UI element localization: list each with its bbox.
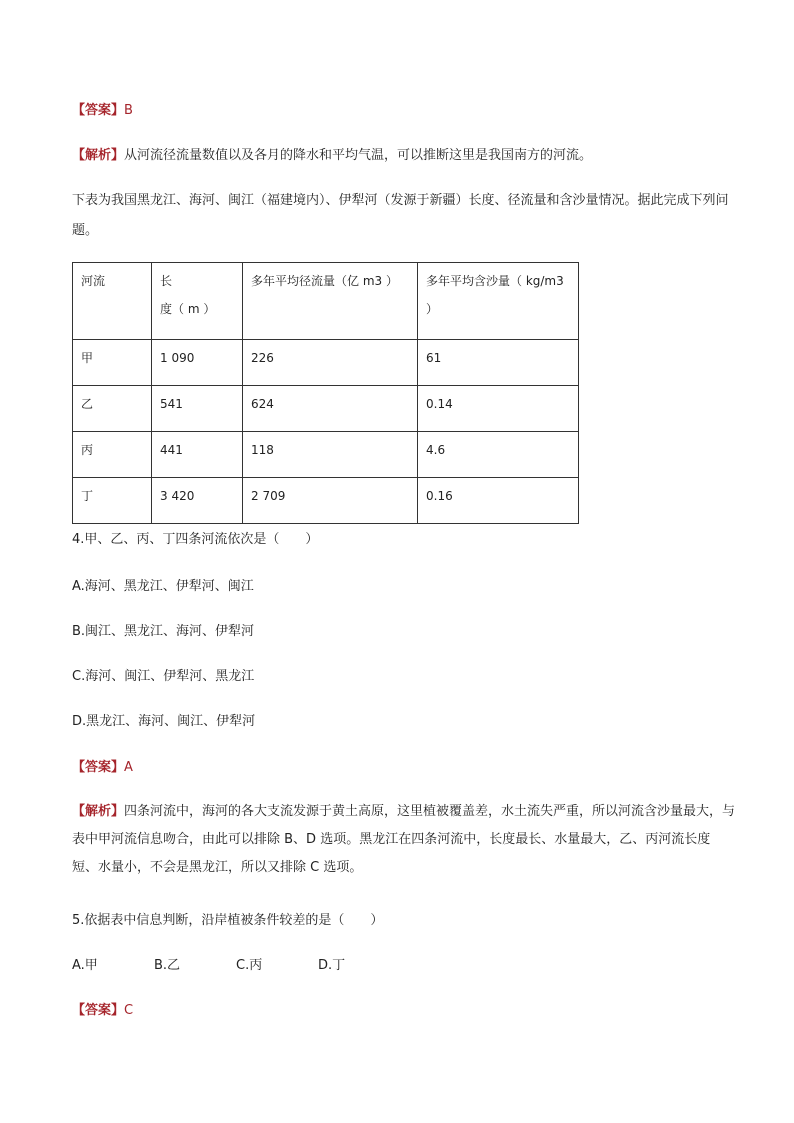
table-row bbox=[73, 478, 579, 524]
q3-answer-line bbox=[72, 101, 133, 121]
cell-length: 1 090 bbox=[152, 340, 243, 386]
q4-option-c: C.海河、闽江、伊犁河、黑龙江 bbox=[72, 669, 255, 684]
header-river: 河流 bbox=[73, 263, 152, 340]
cell-sediment: 61 bbox=[418, 340, 579, 386]
q3-analysis-line bbox=[72, 146, 592, 166]
q5-option-b: B.乙 bbox=[154, 958, 181, 973]
cell-river: 丙 bbox=[73, 432, 152, 478]
analysis-tag: 【解析】 bbox=[72, 804, 125, 819]
cell-runoff: 226 bbox=[243, 340, 418, 386]
q3-analysis: 从河流径流量数值以及各月的降水和平均气温，可以推断这里是我国南方的河流。 bbox=[124, 148, 593, 163]
cell-runoff: 118 bbox=[243, 432, 418, 478]
cell-sediment: 0.14 bbox=[418, 386, 579, 432]
cell-river: 乙 bbox=[73, 386, 152, 432]
q5-options bbox=[72, 956, 400, 976]
answer-tag: 【答案】 bbox=[72, 1003, 125, 1018]
river-table bbox=[72, 262, 579, 524]
cell-sediment: 0.16 bbox=[418, 478, 579, 524]
cell-length: 541 bbox=[152, 386, 243, 432]
analysis-tag: 【解析】 bbox=[72, 148, 125, 163]
table-intro: 下表为我国黑龙江、海河、闽江（福建境内）、伊犁河（发源于新疆）长度、径流量和含沙量情况。据此完成下列问题。 bbox=[72, 193, 729, 238]
q5-option-d: D.丁 bbox=[318, 958, 346, 973]
cell-sediment: 4.6 bbox=[418, 432, 579, 478]
q5-option-c: C.丙 bbox=[236, 958, 263, 973]
cell-runoff: 624 bbox=[243, 386, 418, 432]
q3-answer: B bbox=[124, 103, 133, 118]
cell-length: 441 bbox=[152, 432, 243, 478]
cell-river: 甲 bbox=[73, 340, 152, 386]
q5-answer: C bbox=[124, 1003, 134, 1018]
q4-answer: A bbox=[124, 760, 133, 775]
table-row bbox=[73, 386, 579, 432]
table-row bbox=[73, 340, 579, 386]
cell-river: 丁 bbox=[73, 478, 152, 524]
q4-analysis-block bbox=[72, 798, 736, 882]
q4-question: 4.甲、乙、丙、丁四条河流依次是（ ） bbox=[72, 532, 319, 547]
q4-answer-line bbox=[72, 758, 133, 778]
table-row bbox=[73, 432, 579, 478]
header-length: 长 度（ m ） bbox=[152, 263, 243, 340]
q5-question: 5.依据表中信息判断，沿岸植被条件较差的是（ ） bbox=[72, 913, 384, 928]
q4-option-d: D.黑龙江、海河、闽江、伊犁河 bbox=[72, 714, 256, 729]
q5-answer-line bbox=[72, 1001, 133, 1021]
answer-tag: 【答案】 bbox=[72, 760, 125, 775]
q4-option-a: A.海河、黑龙江、伊犁河、闽江 bbox=[72, 579, 254, 594]
table-header-row bbox=[73, 263, 579, 340]
cell-runoff: 2 709 bbox=[243, 478, 418, 524]
header-runoff: 多年平均径流量（亿 m3 ） bbox=[243, 263, 418, 340]
q4-analysis: 四条河流中，海河的各大支流发源于黄土高原，这里植被覆盖差，水土流失严重，所以河流含沙量最大，与表中甲河流信息吻合，由此可以排除 B、D 选项。黑龙江在四条河流中，长度最长、水量最大，乙、丙河流长度短、水量小，不会是黑龙江，所以又排除 C 选项。 bbox=[72, 804, 736, 875]
q4-option-b: B.闽江、黑龙江、海河、伊犁河 bbox=[72, 624, 255, 639]
q5-option-a: A.甲 bbox=[72, 958, 98, 973]
answer-tag: 【答案】 bbox=[72, 103, 125, 118]
cell-length: 3 420 bbox=[152, 478, 243, 524]
header-sediment: 多年平均含沙量（ kg/m3 ） bbox=[418, 263, 579, 340]
